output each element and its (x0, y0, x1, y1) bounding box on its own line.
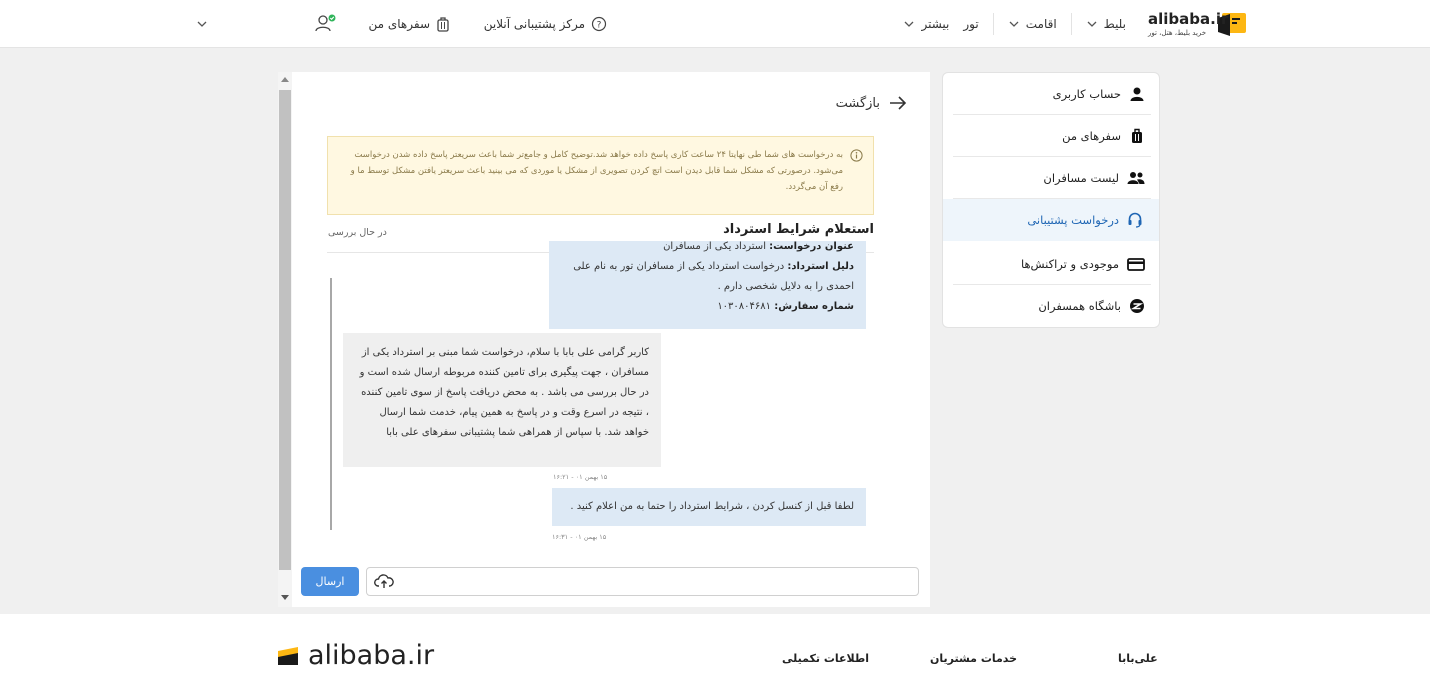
support-center-label: مرکز پشتیبانی آنلاین (483, 17, 585, 31)
message-thread (327, 241, 887, 549)
message-input[interactable] (366, 567, 919, 596)
users-icon (1127, 170, 1145, 186)
footer (0, 614, 1430, 681)
headset-icon (1127, 212, 1143, 228)
message-bubble-request (549, 241, 866, 329)
my-trips-link[interactable] (364, 0, 450, 48)
nav-divider (993, 13, 994, 35)
wallet-icon (1127, 256, 1145, 272)
footer-col-services: خدمات مشتریان (930, 652, 1018, 665)
suitcase-icon (436, 16, 450, 32)
main-nav (826, 0, 1126, 48)
nav-stay[interactable] (1008, 17, 1057, 31)
sidebar-item-label: لیست مسافران (1043, 170, 1119, 185)
sidebar-item-label: باشگاه همسفران (1038, 299, 1121, 313)
agent-message-time: ۱۵ بهمن ۰۱ - ۱۶:۲۱ (553, 473, 608, 481)
account-dropdown[interactable] (196, 18, 208, 30)
chevron-down-icon (196, 18, 208, 30)
svg-text:?: ? (596, 20, 602, 31)
info-alert (327, 136, 874, 215)
nav-ticket[interactable] (1086, 17, 1126, 31)
suitcase-icon (1129, 128, 1145, 144)
header-brand[interactable] (1146, 8, 1250, 42)
subject-value: استرداد یکی از مسافران (663, 241, 766, 252)
arrow-right-icon (888, 95, 908, 111)
request-title: استعلام شرایط استرداد (723, 222, 874, 237)
sidebar-item-label: حساب کاربری (1052, 86, 1121, 101)
account-button[interactable] (314, 14, 336, 34)
sidebar-item-label: درخواست پشتیبانی (1027, 213, 1119, 227)
sidebar-item-wallet[interactable] (953, 243, 1151, 285)
chevron-down-icon (1086, 18, 1098, 30)
profile-sidebar (942, 72, 1160, 328)
footer-col-info: اطلاعات تکمیلی (782, 652, 870, 665)
nav-divider (1071, 13, 1072, 35)
user-message-text: لطفا قبل از کنسل کردن ، شرایط استرداد را حتما به من اعلام کنید . (570, 501, 854, 512)
sidebar-item-account[interactable] (953, 73, 1151, 115)
footer-col-alibaba: علی‌بابا (1118, 652, 1158, 665)
brand-logo-icon (276, 645, 300, 667)
reason-label: دلیل استرداد: (787, 261, 854, 272)
brand-tagline: خرید بلیط، هتل، تور (1148, 29, 1207, 37)
user-check-icon (314, 14, 336, 34)
agent-message-text: کاربر گرامی علی بابا با سلام، درخواست شما مبنی بر استرداد یکی از مسافران ، جهت پیگیری برای تامین کننده مربوطه ارسال شده است و در حال بررسی می باشد . به محض دریافت پاسخ از سوی تامین کننده ، نتیجه در اسرع وقت و در پاسخ به همین پیام، خدمت شما ارسال خواهد شد. با سپاس از همراهی شما پشتیبانی سفرهای علی بابا (359, 347, 649, 438)
order-value: ۱۰۳۰۸۰۴۶۸۱ (717, 301, 772, 312)
scroll-up-icon[interactable] (281, 76, 289, 82)
back-label: بازگشت (835, 95, 880, 111)
club-icon (1129, 298, 1145, 314)
alert-text: به درخواست های شما طی نهایتا ۲۴ ساعت کاری پاسخ داده خواهد شد.توضیح کامل و جامع‌تر شما باعث سریعتر پاسخ داده شدن درخواست می‌شود. درصورتی که مشکل شما قابل دیدن است اتچ کردن تصویری از مشکل یا موردی که می بینید باعث سریعتر یافتن مشکل توسط ما و رفع آن می‌گردد. (350, 150, 843, 192)
sidebar-item-label: سفرهای من (1062, 128, 1121, 143)
thread-line (330, 278, 332, 530)
footer-brand[interactable] (276, 640, 434, 671)
question-circle-icon (591, 16, 607, 32)
nav-more-label: بیشتر (921, 17, 950, 31)
support-center-link[interactable] (482, 0, 607, 48)
reason-value: درخواست استرداد یکی از مسافران تور به نام علی احمدی را به دلایل شخصی دارم . (573, 261, 854, 292)
subject-label: عنوان درخواست: (769, 241, 854, 252)
my-trips-label: سفرهای من (368, 17, 430, 31)
nav-ticket-label: بلیط (1103, 17, 1126, 31)
footer-brand-name: alibaba.ir (308, 640, 435, 671)
sidebar-item-label: موجودی و تراکنش‌ها (1020, 256, 1119, 271)
nav-tour-label: تور (963, 17, 979, 31)
scroll-down-icon[interactable] (281, 595, 289, 601)
nav-tour[interactable] (963, 17, 978, 31)
sidebar-item-support[interactable] (943, 199, 1159, 241)
message-bubble-user (552, 488, 866, 526)
message-bubble-agent (343, 333, 661, 467)
scrollbar-thumb[interactable] (279, 90, 291, 570)
user-message-time: ۱۵ بهمن ۰۱ - ۱۶:۳۱ (552, 533, 607, 541)
nav-more[interactable] (903, 17, 949, 31)
info-icon (850, 149, 863, 162)
sidebar-item-my-trips[interactable] (953, 115, 1151, 157)
sidebar-item-club[interactable] (953, 285, 1151, 327)
brand-name: alibaba.ir (1148, 10, 1229, 28)
nav-stay-label: اقامت (1025, 17, 1057, 31)
send-button[interactable]: ارسال (301, 567, 359, 596)
request-status: در حال بررسی (328, 227, 387, 238)
order-label: شماره سفارش: (774, 301, 854, 312)
upload-button[interactable] (374, 573, 394, 589)
user-icon (1129, 86, 1145, 102)
back-button[interactable] (828, 95, 908, 111)
chevron-down-icon (903, 18, 915, 30)
sidebar-item-passengers[interactable] (953, 157, 1151, 199)
chevron-down-icon (1008, 18, 1020, 30)
cloud-upload-icon (374, 573, 394, 589)
